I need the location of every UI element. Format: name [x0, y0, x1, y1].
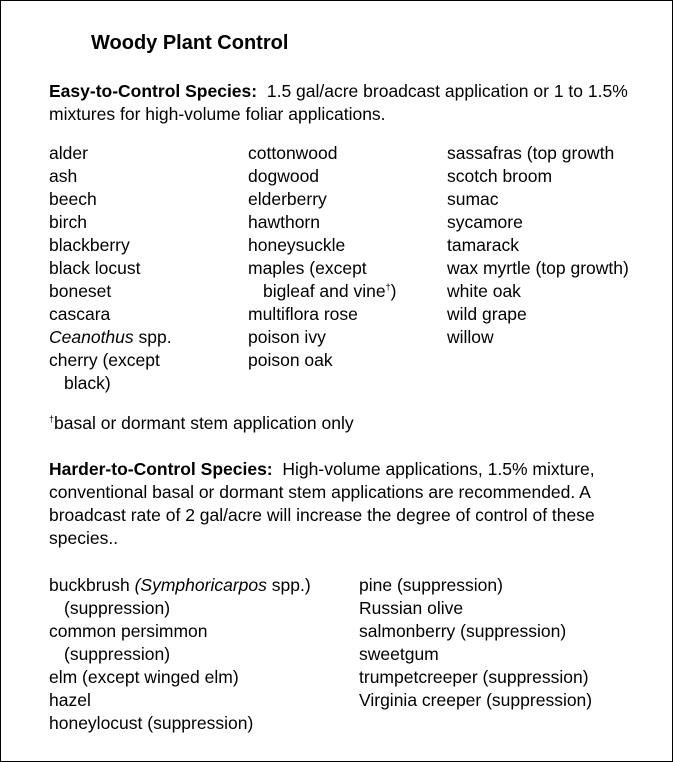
footnote-dagger: †	[49, 414, 55, 424]
easy-list-col1	[49, 142, 172, 395]
list-item: ash	[49, 166, 78, 186]
list-item: elderberry	[248, 189, 327, 209]
list-item: sumac	[447, 189, 499, 209]
list-item: honeylocust (suppression)	[49, 713, 254, 733]
list-item: cherry (except	[49, 350, 160, 370]
list-item: beech	[49, 189, 97, 209]
page-title: Woody Plant Control	[91, 32, 289, 54]
easy-species-heading: Easy-to-Control Species:	[49, 81, 258, 101]
list-item: sweetgum	[359, 644, 439, 664]
list-item: cascara	[49, 304, 111, 324]
list-item: hawthorn	[248, 212, 320, 232]
ceanothus-genus: Ceanothus	[49, 327, 134, 347]
list-item: Russian olive	[359, 598, 464, 618]
list-item: poison oak	[248, 350, 333, 370]
list-item-continuation: (suppression)	[64, 644, 171, 664]
easy-species-text: 1.5 gal/acre broadcast application or 1 to 1.5% mixtures for high-volume foliar applications.	[49, 81, 628, 124]
list-item: hazel	[49, 690, 91, 710]
list-item: sycamore	[447, 212, 523, 232]
list-item: alder	[49, 143, 88, 163]
list-item-continuation	[248, 280, 396, 303]
footnote-text: basal or dormant stem application only	[54, 413, 354, 433]
list-item: blackberry	[49, 235, 130, 255]
ceanothus-suffix: spp.	[133, 327, 172, 347]
list-item: dogwood	[248, 166, 320, 186]
list-item	[49, 574, 311, 597]
maples-close-paren: )	[390, 281, 397, 301]
list-item: willow	[447, 327, 494, 347]
list-item	[49, 326, 172, 349]
list-item: scotch broom	[447, 166, 553, 186]
maples-continuation: bigleaf and vine	[263, 281, 386, 301]
buckbrush-suffix: spp.)	[266, 575, 311, 595]
list-item: sassafras (top growth	[447, 143, 615, 163]
hard-species-paragraph	[49, 458, 639, 550]
list-item: poison ivy	[248, 327, 326, 347]
list-item: birch	[49, 212, 87, 232]
list-item: wild grape	[447, 304, 527, 324]
list-item: maples (except	[248, 258, 367, 278]
list-item: pine (suppression)	[359, 575, 503, 595]
list-item: black locust	[49, 258, 141, 278]
hard-list-col1	[49, 574, 311, 735]
hard-species-heading: Harder-to-Control Species:	[49, 459, 273, 479]
list-item: white oak	[447, 281, 521, 301]
list-item: tamarack	[447, 235, 519, 255]
list-item: salmonberry (suppression)	[359, 621, 567, 641]
footnote	[49, 412, 354, 435]
buckbrush-name: buckbrush	[49, 575, 135, 595]
easy-list-col3	[447, 142, 629, 349]
buckbrush-genus: (Symphoricarpos	[134, 575, 267, 595]
easy-species-paragraph	[49, 80, 649, 126]
list-item: elm (except winged elm)	[49, 667, 239, 687]
list-item: trumpetcreeper (suppression)	[359, 667, 589, 687]
list-item: multiflora rose	[248, 304, 358, 324]
dagger-mark: †	[385, 282, 391, 292]
hard-species-text: High-volume applications, 1.5% mixture, conventional basal or dormant stem applications are recommended. A broadcast rate of 2 gal/acre will increase the degree of control of these species..	[49, 459, 595, 548]
list-item-continuation: (suppression)	[64, 598, 171, 618]
easy-list-col2	[248, 142, 396, 372]
list-item: honeysuckle	[248, 235, 346, 255]
list-item: common persimmon	[49, 621, 208, 641]
list-item: boneset	[49, 281, 112, 301]
hard-list-col2	[359, 574, 592, 712]
list-item-continuation: black)	[64, 373, 111, 393]
list-item: wax myrtle (top growth)	[447, 258, 629, 278]
list-item: cottonwood	[248, 143, 338, 163]
list-item: Virginia creeper (suppression)	[359, 690, 593, 710]
